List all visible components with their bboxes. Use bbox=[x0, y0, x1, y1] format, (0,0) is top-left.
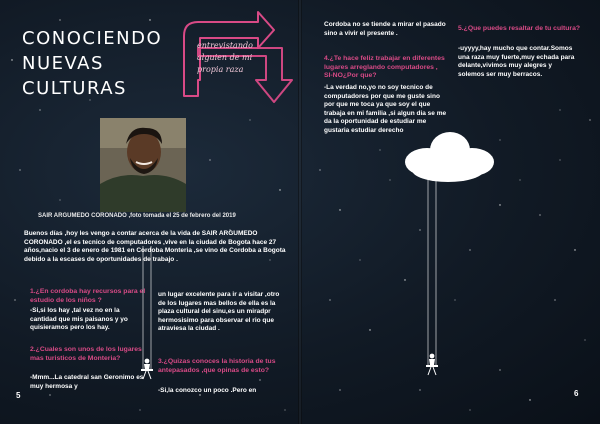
page-number-left: 5 bbox=[16, 391, 21, 400]
answer-4: -La verdad no,yo no soy tecnico de computadores por que me guste sino por que me toca ya que soy el que trabaja en mi familia ,si algun dia se me da la oportunidad de estudiar me gustaria estudiar derecho bbox=[324, 84, 447, 134]
intro-paragraph: Buenos días ,hoy les vengo a contar acerca de la vida de SAIR ARGUMEDO CORONADO ,el es tecnico de computadores ,vive en la ciudad de Bogota hace 27 años,nacio el 3 de enero de 1981 en Cordoba Monteria ,se vino de Cordoba a Bogota debido a la escases de oportunidades de trabajo . bbox=[24, 230, 286, 263]
answer-2: -Mmm...La catedral san Geronimo es muy hermosa y bbox=[30, 374, 144, 390]
question-4: 4.¿Te hace feliz trabajar en diferentes lugares arreglando computadores , SI-NO¿Por que? bbox=[324, 55, 445, 80]
tagline-line: entrevistando bbox=[197, 41, 253, 50]
question-2: 2.¿Cuales son unos de los lugares mas turisticos de Monteria? bbox=[30, 346, 142, 362]
swing-girl-illustration bbox=[137, 246, 159, 386]
photo-caption: SAIR ARGUMEDO CORONADO ,foto tomada el 25 de febrero del 2019 bbox=[38, 213, 236, 219]
headline-line: CONOCIENDO bbox=[22, 28, 163, 49]
question-1: 1.¿En cordoba hay recursos para el estudio de los niños ? bbox=[30, 288, 146, 304]
headline-line: NUEVAS bbox=[22, 53, 104, 74]
page-gutter bbox=[298, 0, 302, 424]
answer-3: -Si,la conozco un poco .Pero en bbox=[158, 387, 257, 394]
interviewee-photo bbox=[100, 118, 186, 212]
cloud-swing-illustration bbox=[392, 126, 502, 386]
question-3: 3.¿Quizas conoces la historia de tus antepasados ,que opinas de esto? bbox=[158, 358, 276, 374]
answer-2-continued: un lugar excelente para ir a visitar ,otro de los lugares mas bellos de ella es la plaza cultural del sinu,es un miradpr hermosisimo para observar el rio que atraviesa la ciudad . bbox=[158, 291, 280, 333]
headline bbox=[22, 26, 172, 101]
tagline bbox=[197, 40, 267, 76]
tagline-line: alguien de mi bbox=[197, 53, 253, 62]
answer-5: -uyyyy,hay mucho que contar.Somos una raza muy fuerte,muy echada para delante,vivimos muy alegres y solemos ser muy berracos. bbox=[458, 45, 575, 78]
headline-line: CULTURAS bbox=[22, 78, 127, 99]
answer-1: -Si,si los hay ,tal vez no en la cantidad que mis paisanos y yo quisieramos pero los hay. bbox=[30, 307, 128, 332]
question-5: 5.¿Que puedes resaltar de tu cultura? bbox=[458, 25, 580, 32]
answer-3-continued: Cordoba no se tiende a mirar el pasado sino a vivir el presente . bbox=[324, 21, 446, 37]
page-number-right: 6 bbox=[574, 389, 579, 398]
tagline-line: propia raza bbox=[197, 65, 244, 74]
